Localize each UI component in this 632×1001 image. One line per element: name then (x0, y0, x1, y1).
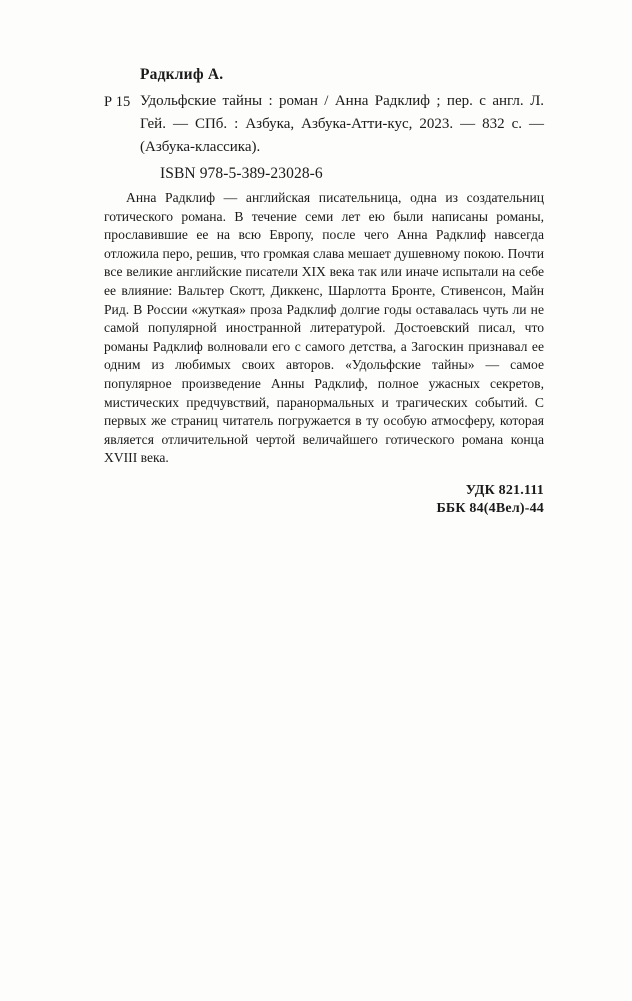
isbn-line: ISBN 978-5-389-23028-6 (160, 165, 323, 182)
catalog-entry-row (104, 90, 544, 159)
cip-record-block (104, 66, 544, 518)
title-statement: Удольфские тайны : роман / Анна Радклиф ; пер. с англ. Л. Гей. — СПб. : Азбука, Азбука-Атти-кус, 2023. — 832 с. — (Азбука-классика). (140, 93, 544, 155)
shelf-mark: Р 15 (104, 94, 131, 110)
author-heading: Радклиф А. (140, 66, 224, 83)
bbk-code: ББК 84(4Вел)-44 (436, 500, 544, 516)
annotation-text: Анна Радклиф — английская писательница, одна из создательниц готического романа. В течение семи лет ею были написаны романы, прославившие ее на всю Европу, после чего Анна Радклиф навсегда отложила перо, решив, что громкая слава мешает душевному покою. Почти все великие английские писатели XIX века так или иначе испытали на себе ее влияние: Вальтер Скотт, Диккенс, Шарлотта Бронте, Стивенсон, Майн Рид. В России «жуткая» проза Радклиф долгие годы оставалась чуть ли не самой популярной иностранной литературой. Достоевский писал, что романы Радклиф волновали его с самого детства, а Загоскин признавал ее одним из любимых своих авторов. «Удольфские тайны» — самое популярное произведение Анны Радклиф, полное ужасных секретов, мистических предчувствий, паранормальных и трагических событий. С первых же страниц читатель погружается в ту особую атмосферу, которая является отличительной чертой величайшего готического романа конца XVIII века. (104, 190, 544, 466)
classification-codes (104, 482, 544, 518)
udk-code: УДК 821.111 (465, 482, 544, 498)
